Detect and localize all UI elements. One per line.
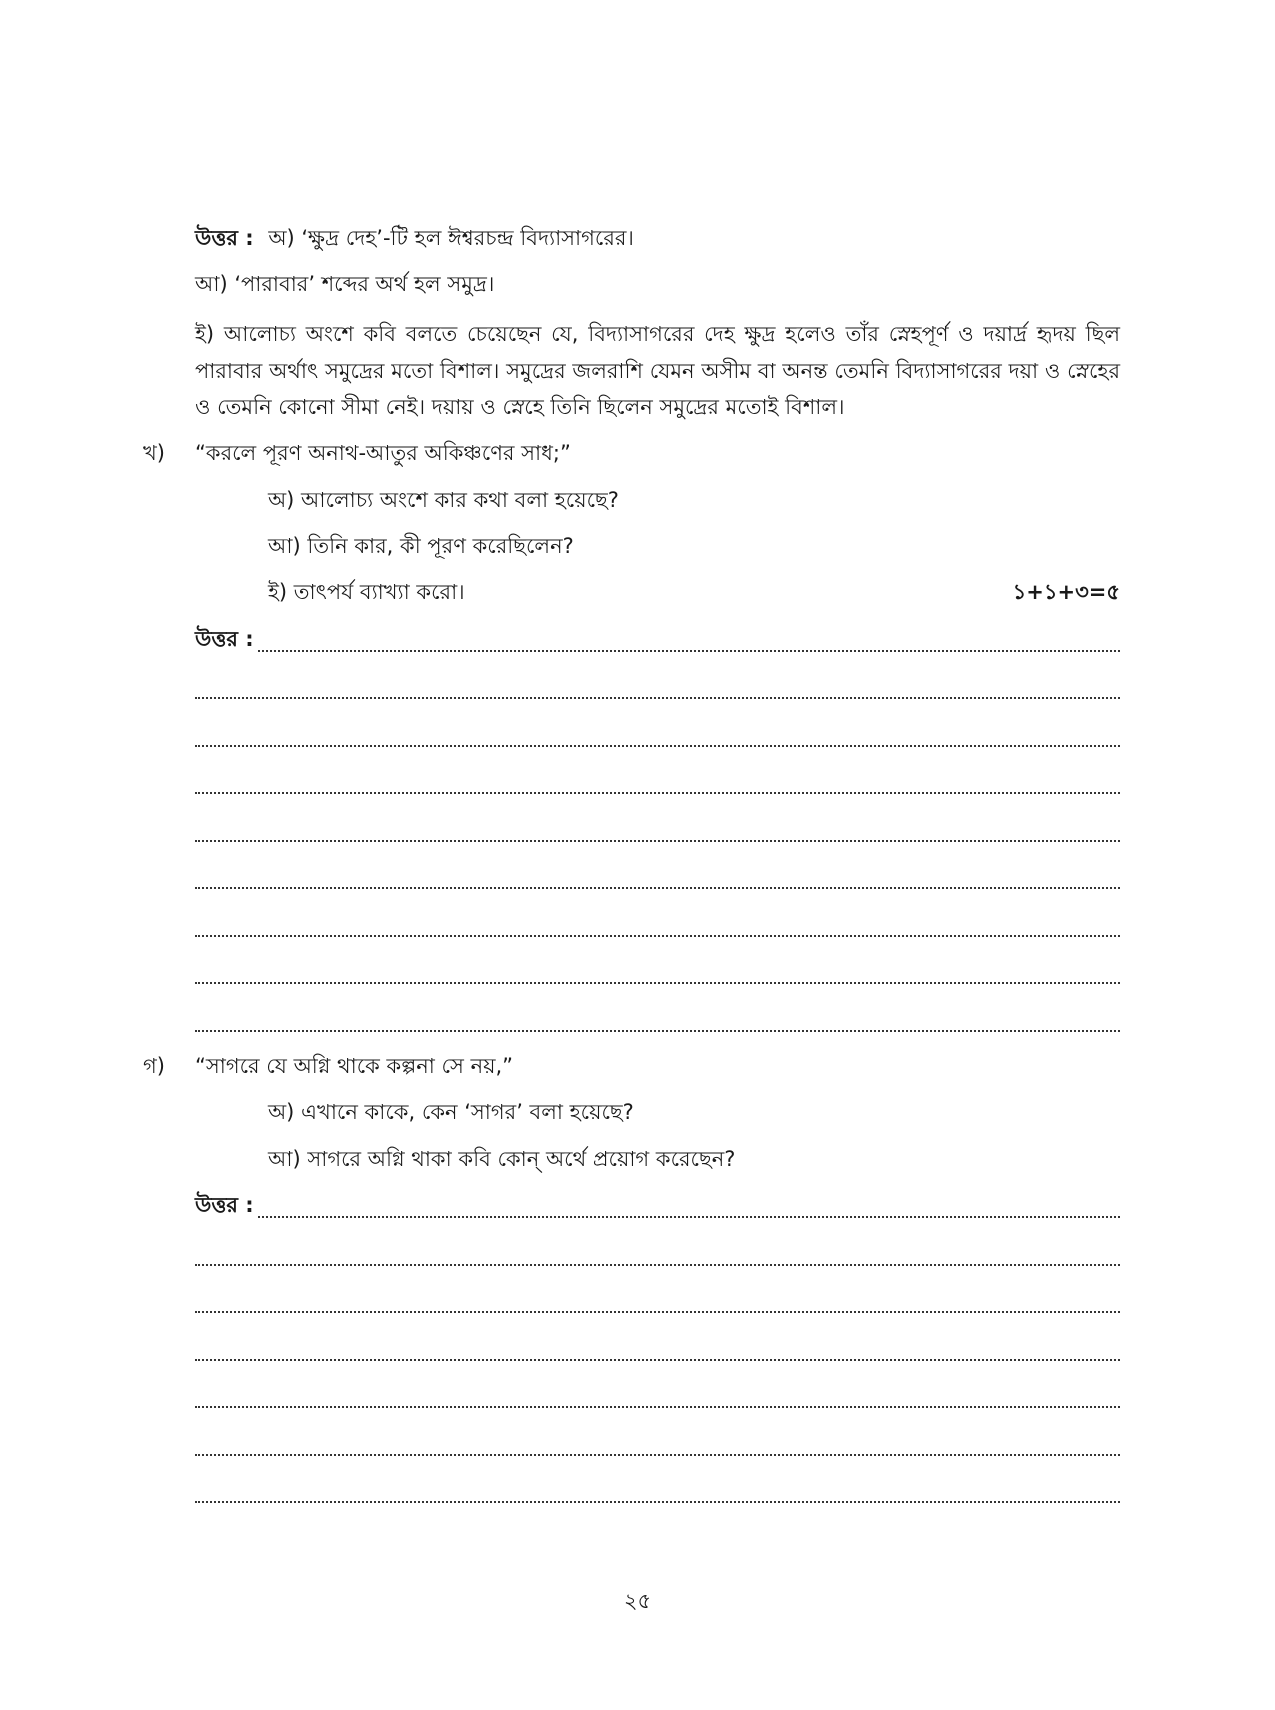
answer-line[interactable] — [195, 745, 1120, 747]
answer-label-kha: উত্তর : — [195, 627, 254, 651]
answer-label: উত্তর : — [195, 226, 254, 250]
answer-line[interactable] — [258, 650, 1120, 652]
answer-line[interactable] — [195, 982, 1120, 984]
question-quote-ga: “সাগরে যে অগ্নি থাকে কল্পনা সে নয়,” — [195, 1054, 514, 1078]
answer-line[interactable] — [195, 840, 1120, 842]
answer-line[interactable] — [195, 697, 1120, 699]
answer-line[interactable] — [195, 1454, 1120, 1456]
sub-question-ga-aa: আ) সাগরে অগ্নি থাকা কবি কোন্ অর্থে প্রয়োগ করেছেন? — [268, 1147, 736, 1171]
sub-question-kha-i: ই) তাৎপর্য ব্যাখ্যা করো। — [268, 580, 465, 604]
answer-line[interactable] — [195, 1311, 1120, 1313]
answer-line[interactable] — [195, 1501, 1120, 1503]
answer-line[interactable] — [195, 887, 1120, 889]
sub-question-kha-aa: আ) তিনি কার, কী পূরণ করেছিলেন? — [268, 534, 574, 558]
answer-line[interactable] — [195, 1030, 1120, 1032]
answer-line[interactable] — [195, 1359, 1120, 1361]
question-quote-kha: “করলে পূরণ অনাথ-আতুর অকিঞ্চণের সাধ;” — [195, 441, 571, 465]
answer-line[interactable] — [195, 1264, 1120, 1266]
answer-a-text: অ) ‘ক্ষুদ্র দেহ’-টি হল ঈশ্বরচন্দ্র বিদ্যাসাগরের। — [268, 226, 634, 250]
answer-line[interactable] — [195, 792, 1120, 794]
answer-label-ga: উত্তর : — [195, 1193, 254, 1217]
question-marker-ga: গ) — [143, 1054, 165, 1078]
sub-question-ga-a: অ) এখানে কাকে, কেন ‘সাগর’ বলা হয়েছে? — [268, 1100, 634, 1124]
question-marker-kha: খ) — [143, 441, 165, 465]
answer-line[interactable] — [195, 935, 1120, 937]
answer-i-paragraph: ই) আলোচ্য অংশে কবি বলতে চেয়েছেন যে, বিদ্যাসাগরের দেহ ক্ষুদ্র হলেও তাঁর স্নেহপূর্ণ ও দয়ার্দ্র হৃদয় ছিল পারাবার অর্থাৎ সমুদ্রের মতো বিশাল। সমুদ্রের জলরাশি যেমন অসীম বা অনন্ত তেমনি বিদ্যাসাগরের দয়া ও স্নেহের ও তেমনি কোনো সীমা নেই। দয়ায় ও স্নেহে তিনি ছিলেন সমুদ্রের মতোই বিশাল। — [195, 322, 1120, 419]
answer-line[interactable] — [258, 1216, 1120, 1218]
marks-kha: ১+১+৩=৫ — [1012, 580, 1120, 604]
answer-block-ka-a — [195, 226, 634, 251]
answer-line[interactable] — [195, 1406, 1120, 1408]
answer-aa-text: আ) ‘পারাবার’ শব্দের অর্থ হল সমুদ্র। — [195, 272, 495, 296]
sub-question-kha-a: অ) আলোচ্য অংশে কার কথা বলা হয়েছে? — [268, 488, 619, 512]
page-number: ২৫ — [623, 1589, 652, 1613]
